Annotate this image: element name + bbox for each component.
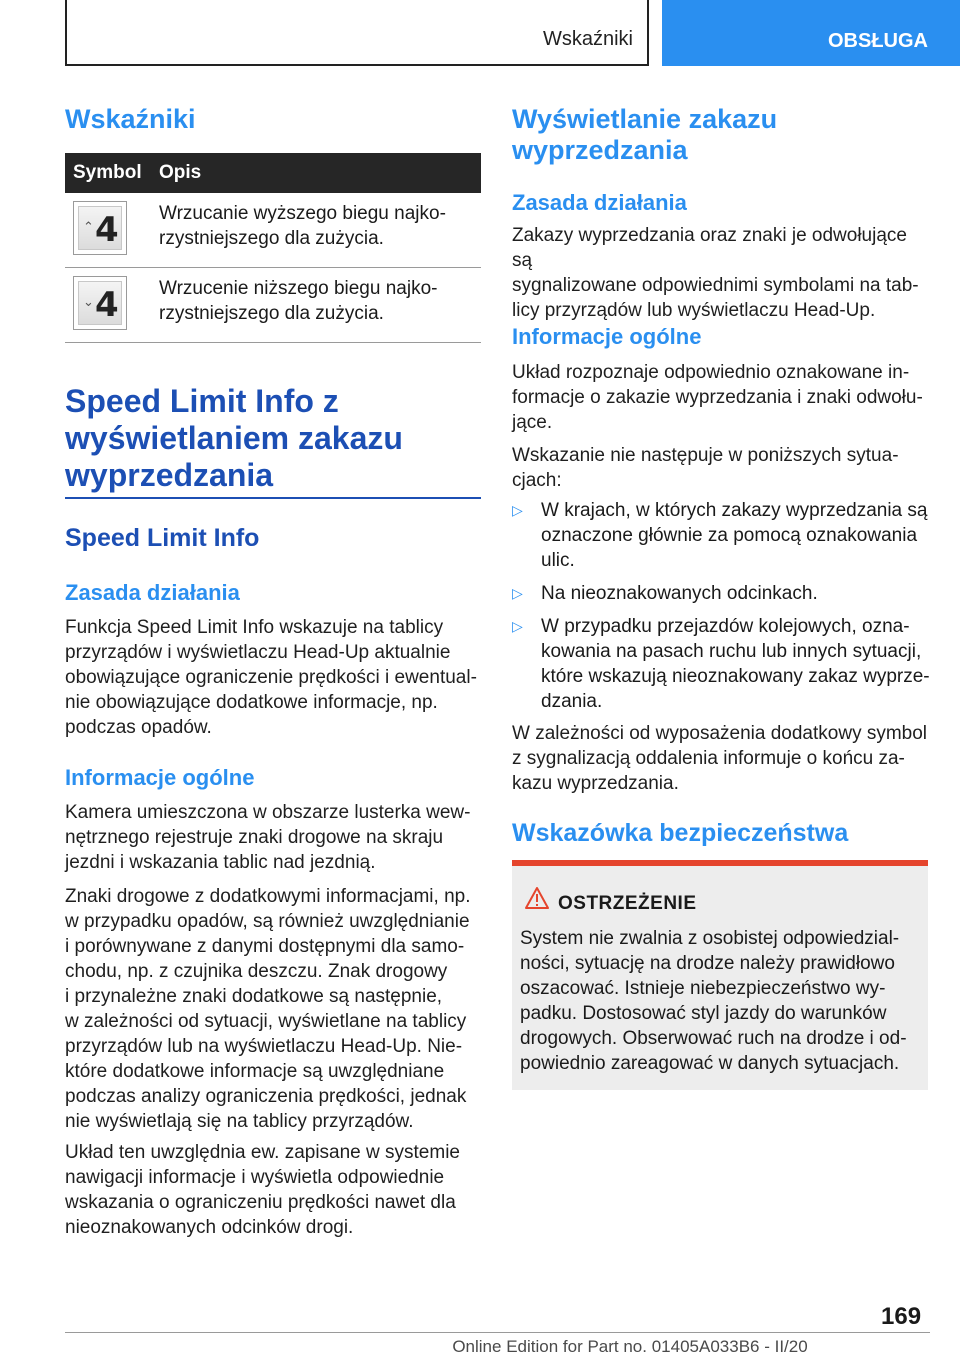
text-line: Wskazanie nie następuje w poniższych sytua- (512, 445, 899, 466)
text-line: drogowych. Obserwować ruch na drodze i od- (520, 1028, 907, 1049)
warning-box (512, 860, 928, 1090)
text-line: cjach: (512, 470, 562, 491)
text-line: Zakazy wyprzedzania oraz znaki je odwołujące są (512, 225, 907, 271)
right-title-line: wyprzedzania (512, 135, 688, 165)
subsection-title: Speed Limit Info (65, 524, 260, 552)
text-line: W przypadku przejazdów kolejowych, ozna- (541, 616, 910, 637)
text-line: ności, sytuację na drodze należy prawidłowo (520, 953, 895, 974)
text-line: padku. Dostosować styl jazdy do warunków (520, 1003, 887, 1024)
text-line: oszacować. Istnieje niebezpieczeństwo wy- (520, 978, 886, 999)
heading-general-left: Informacje ogólne (65, 765, 255, 790)
paragraph-general-right-3 (512, 721, 930, 796)
paragraph-general-left-2 (65, 884, 481, 1134)
text-line: Układ rozpoznaje odpowiednio oznakowane in- (512, 362, 910, 383)
text-line: które wskazują nieoznakowany zakaz wyprze- (541, 666, 930, 687)
header-chapter: Wskaźniki (542, 28, 633, 50)
heading-principle-right: Zasada działania (512, 190, 687, 215)
paragraph-principle-right (512, 223, 930, 323)
text-line: dzania. (541, 691, 603, 712)
page-number: 169 (881, 1303, 922, 1330)
shift-up-gear-4-icon: ⌃ 4 (73, 201, 127, 255)
section-title-line: wyświetlaniem zakazu (65, 420, 403, 456)
paragraph-general-right-1 (512, 360, 930, 435)
section-title-line: Speed Limit Info z (65, 383, 339, 419)
text-line: Kamera umieszczona w obszarze lusterka wew- (65, 802, 471, 823)
text-line: podczas opadów. (65, 717, 212, 738)
table-header-symbol: Symbol (73, 162, 142, 183)
text-line: System nie zwalnia z osobistej odpowiedzial- (520, 928, 900, 949)
text-line: nieoznakowanych odcinków drogi. (65, 1217, 354, 1238)
text-line: nie obowiązujące dodatkowe informacje, np. (65, 692, 438, 713)
text-line: oznaczone głównie za pomocą oznakowania (541, 525, 918, 546)
shift-down-gear-4-icon: ⌄ 4 (73, 276, 127, 330)
table-row-desc-line: rzystniejszego dla zużycia. (159, 303, 384, 324)
triangle-bullet-icon: ▷ (512, 618, 523, 634)
paragraph-general-left-3 (65, 1140, 481, 1240)
text-line: w zależności od sytuacji, wyświetlane na tablicy (65, 1011, 467, 1032)
left-title: Wskaźniki (65, 104, 196, 134)
table-row-desc-line: rzystniejszego dla zużycia. (159, 228, 384, 249)
table-header-desc: Opis (159, 162, 202, 183)
table-row (65, 193, 481, 268)
triangle-bullet-icon: ▷ (512, 585, 523, 601)
text-line: Na nieoznakowanych odcinkach. (541, 583, 818, 604)
text-line: przyrządów lub na wyświetlaczu Head-Up. Nie- (65, 1036, 463, 1057)
text-line: w przypadku opadów, są również uwzględnianie (65, 911, 470, 932)
heading-safety: Wskazówka bezpieczeństwa (512, 819, 849, 847)
paragraph-general-left-1 (65, 800, 481, 875)
text-line: nie wyświetlają się na tablicy przyrządów. (65, 1111, 414, 1132)
text-line: chodu, np. z czujnika deszczu. Znak drogowy (65, 961, 448, 982)
warning-text (520, 926, 920, 1076)
text-line: powiednio zareagować w danych sytuacjach. (520, 1053, 900, 1074)
text-line: jące. (512, 412, 553, 433)
heading-principle-left: Zasada działania (65, 580, 240, 605)
section-title (65, 383, 403, 494)
warning-title: OSTRZEŻENIE (558, 893, 697, 914)
text-line: nętrznego rejestruje znaki drogowe na skraju (65, 827, 444, 848)
text-line: podczas analizy ograniczenia prędkości, jednak (65, 1086, 467, 1107)
paragraph-principle-left (65, 615, 481, 740)
right-title-line: Wyświetlanie zakazu (512, 104, 778, 134)
text-line: ulic. (541, 550, 575, 571)
table-row-desc-line: Wrzucenie niższego biegu najko- (159, 278, 438, 299)
text-line: kazu wyprzedzania. (512, 773, 679, 794)
text-line: przyrządów i wyświetlaczu Head-Up aktualnie (65, 642, 451, 663)
text-line: Układ ten uwzględnia ew. zapisane w systemie (65, 1142, 460, 1163)
text-line: i porównywane z danymi dostępnymi dla samo- (65, 936, 465, 957)
paragraph-general-right-2 (512, 443, 930, 493)
text-line: i przynależne znaki dodatkowe są następnie, (65, 986, 443, 1007)
text-line: z sygnalizacją oddalenia informuje o końcu za- (512, 748, 905, 769)
footer-edition: Online Edition for Part no. 01405A033B6 - II/20 (452, 1337, 808, 1356)
header-section-tab: OBSŁUGA (662, 0, 960, 66)
text-line: licy przyrządów lub wyświetlaczu Head-Up. (512, 300, 876, 321)
text-line: które dodatkowe informacje są uwzględniane (65, 1061, 445, 1082)
table-row (65, 268, 481, 343)
warning-triangle-icon (524, 886, 550, 915)
triangle-bullet-icon: ▷ (512, 502, 523, 518)
text-line: formacje o zakazie wyprzedzania i znaki odwołu- (512, 387, 923, 408)
footer-divider (65, 1332, 930, 1333)
section-title-line: wyprzedzania (65, 457, 274, 493)
text-line: wskazania o ograniczeniu prędkości nawet dla (65, 1192, 456, 1213)
text-line: Znaki drogowe z dodatkowymi informacjami, np. (65, 886, 471, 907)
section-divider (65, 497, 481, 499)
right-title (512, 104, 777, 166)
text-line: jezdni i wskazania tablic nad jezdnią. (65, 852, 376, 873)
heading-general-right: Informacje ogólne (512, 324, 702, 349)
text-line: sygnalizowane odpowiednimi symbolami na tab- (512, 275, 919, 296)
text-line: W zależności od wyposażenia dodatkowy symbol (512, 723, 928, 744)
text-line: W krajach, w których zakazy wyprzedzania są (541, 500, 928, 521)
header-box (65, 0, 649, 66)
text-line: Funkcja Speed Limit Info wskazuje na tablicy (65, 617, 444, 638)
text-line: nawigacji informacje i wyświetla odpowiednie (65, 1167, 445, 1188)
table-row-desc-line: Wrzucanie wyższego biegu najko- (159, 203, 446, 224)
text-line: obowiązujące ograniczenie prędkości i ewentual- (65, 667, 477, 688)
table-header (65, 153, 481, 193)
text-line: kowania na pasach ruchu lub innych sytuacji, (541, 641, 922, 662)
